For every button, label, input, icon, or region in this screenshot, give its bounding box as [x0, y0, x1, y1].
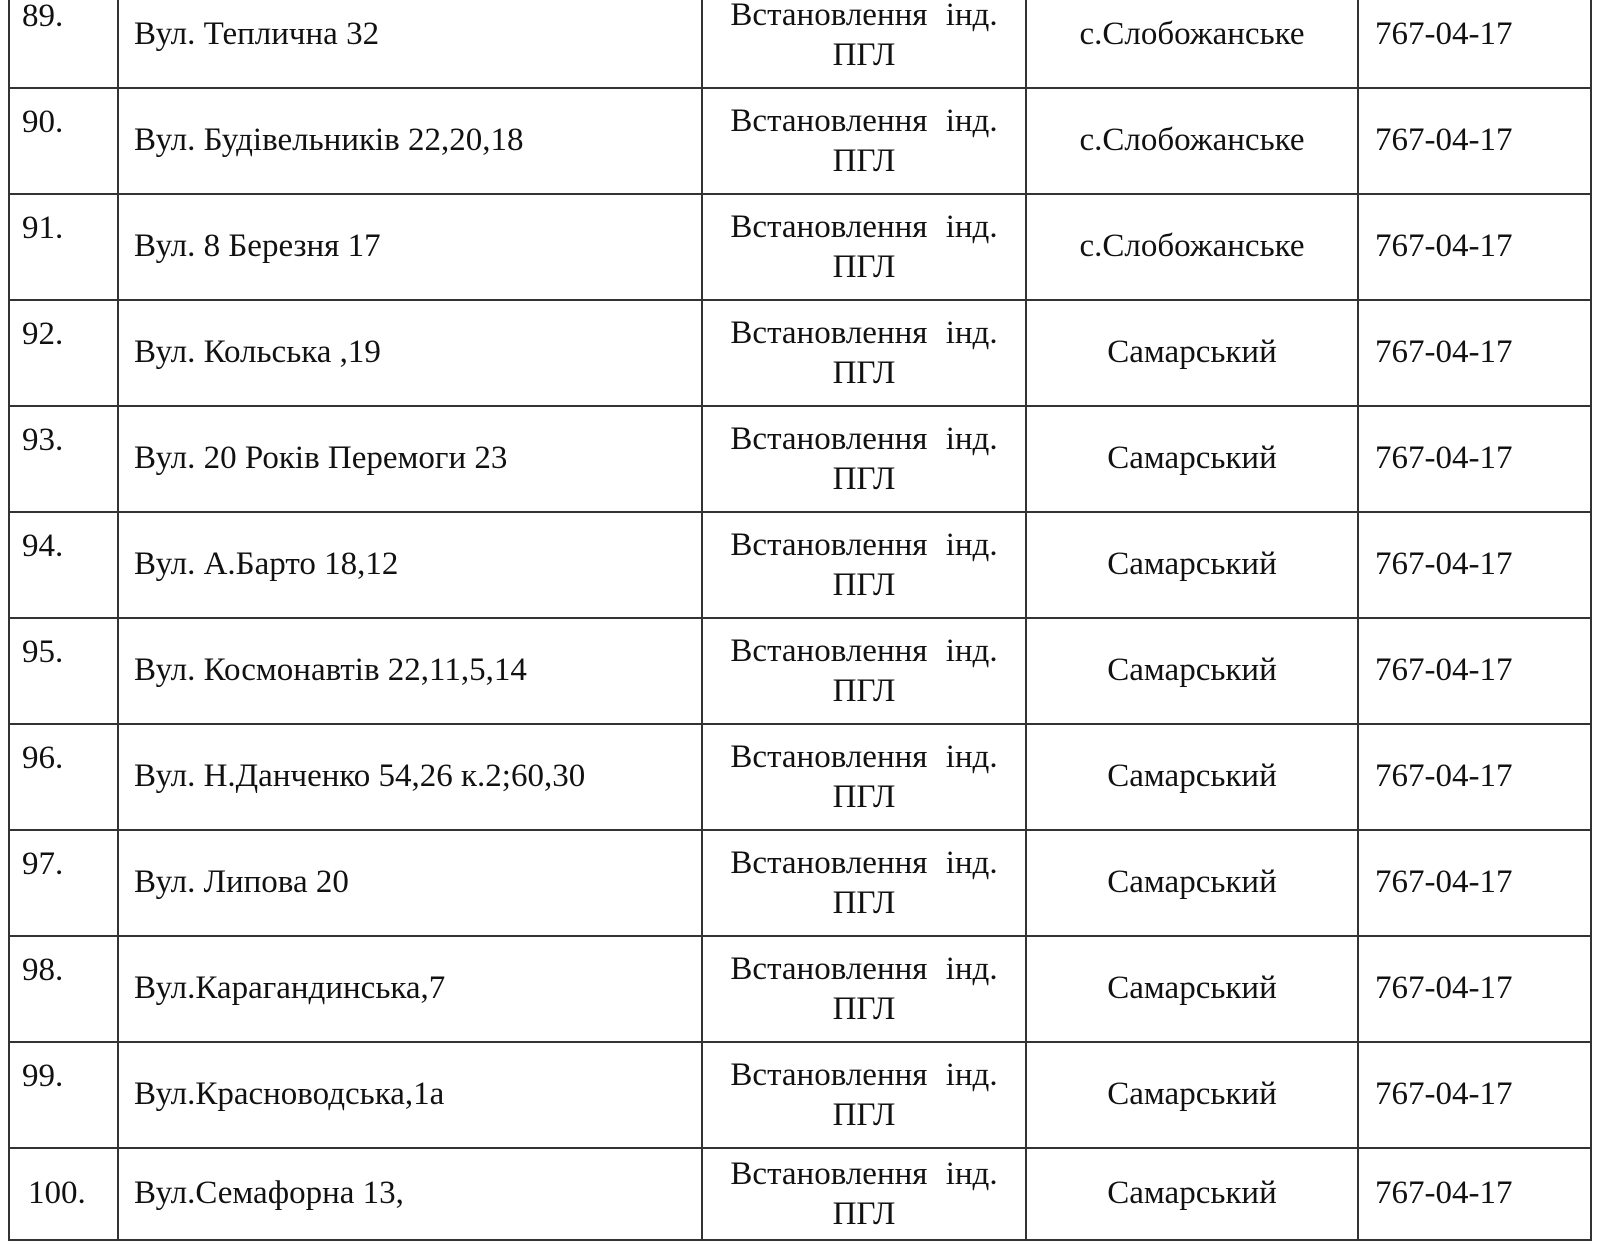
code-cell: 767-04-17 [1358, 512, 1591, 618]
work-type-line2: ПГЛ [832, 567, 896, 603]
work-type-line1: Встановлення інд. [730, 421, 998, 457]
work-type-cell [702, 512, 1026, 618]
work-type-line2: ПГЛ [832, 355, 896, 391]
work-type-line1: Встановлення інд. [730, 103, 998, 139]
address-cell: Вул. 8 Березня 17 [118, 194, 702, 300]
code-cell: 767-04-17 [1358, 300, 1591, 406]
work-type-line2: ПГЛ [832, 673, 896, 709]
district-cell: Самарський [1026, 936, 1358, 1042]
address-cell: Вул. Космонавтів 22,11,5,14 [118, 618, 702, 724]
work-type-cell [702, 936, 1026, 1042]
address-cell: Вул.Семафорна 13, [118, 1148, 702, 1240]
table-row [9, 1042, 1591, 1148]
work-type-line2: ПГЛ [832, 885, 896, 921]
row-number: 93. [9, 406, 118, 512]
district-cell: с.Слобожанське [1026, 0, 1358, 88]
table-row [9, 830, 1591, 936]
code-cell: 767-04-17 [1358, 1042, 1591, 1148]
work-type-line1: Встановлення інд. [730, 1057, 998, 1093]
address-cell: Вул. Кольська ,19 [118, 300, 702, 406]
address-cell: Вул.Красноводська,1а [118, 1042, 702, 1148]
work-type-cell [702, 618, 1026, 724]
code-cell: 767-04-17 [1358, 830, 1591, 936]
district-cell: Самарський [1026, 300, 1358, 406]
row-number: 100. [9, 1148, 118, 1240]
row-number: 95. [9, 618, 118, 724]
district-cell: Самарський [1026, 1148, 1358, 1240]
address-cell: Вул.Карагандинська,7 [118, 936, 702, 1042]
address-cell: Вул. Теплична 32 [118, 0, 702, 88]
row-number: 98. [9, 936, 118, 1042]
work-type-line2: ПГЛ [832, 461, 896, 497]
row-number: 99. [9, 1042, 118, 1148]
work-type-line1: Встановлення інд. [730, 951, 998, 987]
address-cell: Вул. Липова 20 [118, 830, 702, 936]
district-cell: Самарський [1026, 406, 1358, 512]
work-type-line2: ПГЛ [832, 143, 896, 179]
row-number: 92. [9, 300, 118, 406]
work-type-line2: ПГЛ [832, 37, 896, 73]
code-cell: 767-04-17 [1358, 0, 1591, 88]
row-number: 94. [9, 512, 118, 618]
row-number: 91. [9, 194, 118, 300]
row-number: 90. [9, 88, 118, 194]
work-type-line1: Встановлення інд. [730, 845, 998, 881]
work-type-line2: ПГЛ [832, 1097, 896, 1133]
table-row [9, 300, 1591, 406]
district-cell: с.Слобожанське [1026, 88, 1358, 194]
work-type-cell [702, 0, 1026, 88]
code-cell: 767-04-17 [1358, 88, 1591, 194]
work-type-line1: Встановлення інд. [730, 1156, 998, 1192]
row-number: 97. [9, 830, 118, 936]
district-cell: с.Слобожанське [1026, 194, 1358, 300]
work-type-line1: Встановлення інд. [730, 633, 998, 669]
work-type-line1: Встановлення інд. [730, 209, 998, 245]
address-table [8, 0, 1592, 1241]
work-type-cell [702, 724, 1026, 830]
code-cell: 767-04-17 [1358, 406, 1591, 512]
work-type-line2: ПГЛ [832, 1196, 896, 1232]
work-type-cell [702, 406, 1026, 512]
table-row [9, 512, 1591, 618]
table-row [9, 194, 1591, 300]
district-cell: Самарський [1026, 512, 1358, 618]
work-type-line1: Встановлення інд. [730, 527, 998, 563]
district-cell: Самарський [1026, 724, 1358, 830]
address-cell: Вул. А.Барто 18,12 [118, 512, 702, 618]
address-cell: Вул. Н.Данченко 54,26 к.2;60,30 [118, 724, 702, 830]
row-number: 96. [9, 724, 118, 830]
address-cell: Вул. 20 Років Перемоги 23 [118, 406, 702, 512]
district-cell: Самарський [1026, 618, 1358, 724]
work-type-line2: ПГЛ [832, 249, 896, 285]
code-cell: 767-04-17 [1358, 618, 1591, 724]
work-type-cell [702, 300, 1026, 406]
work-type-cell [702, 194, 1026, 300]
work-type-line2: ПГЛ [832, 991, 896, 1027]
row-number: 89. [9, 0, 118, 88]
table-row [9, 1148, 1591, 1240]
code-cell: 767-04-17 [1358, 194, 1591, 300]
work-type-cell [702, 830, 1026, 936]
code-cell: 767-04-17 [1358, 936, 1591, 1042]
table-row [9, 88, 1591, 194]
work-type-line1: Встановлення інд. [730, 315, 998, 351]
district-cell: Самарський [1026, 830, 1358, 936]
work-type-cell [702, 1148, 1026, 1240]
work-type-line1: Встановлення інд. [730, 0, 998, 33]
address-cell: Вул. Будівельників 22,20,18 [118, 88, 702, 194]
code-cell: 767-04-17 [1358, 724, 1591, 830]
code-cell: 767-04-17 [1358, 1148, 1591, 1240]
table-row [9, 618, 1591, 724]
work-type-line2: ПГЛ [832, 779, 896, 815]
table-row [9, 0, 1591, 88]
work-type-cell [702, 88, 1026, 194]
work-type-cell [702, 1042, 1026, 1148]
table-row [9, 936, 1591, 1042]
district-cell: Самарський [1026, 1042, 1358, 1148]
table-row [9, 724, 1591, 830]
work-type-line1: Встановлення інд. [730, 739, 998, 775]
table-row [9, 406, 1591, 512]
